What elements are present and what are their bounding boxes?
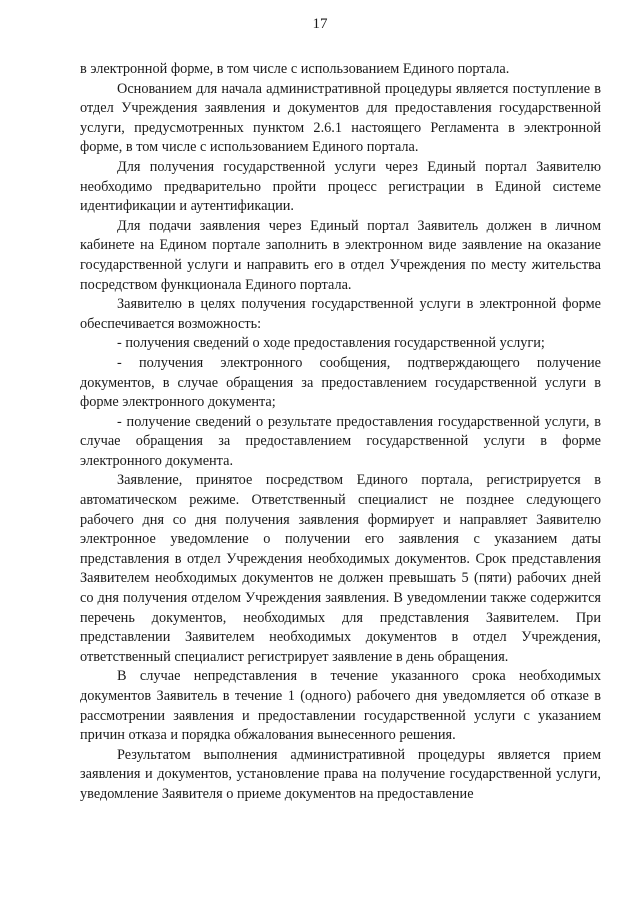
paragraph: Для получения государственной услуги через Единый портал Заявителю необходимо предварительно пройти процесс регистрации в Единой системе идентификации и аутентификации. xyxy=(80,158,601,215)
paragraph: Основанием для начала административной процедуры является поступление в отдел Учреждения заявления и документов для предоставления государственной услуги, предусмотренных пунктом 2.6.1 настоящего Регламента в электронной форме, в том числе с использованием Единого портала. xyxy=(80,80,601,156)
paragraph: Заявление, принятое посредством Единого портала, регистрируется в автоматическом режиме. Ответственный специалист не позднее следующего рабочего дня со дня получения заявления формирует и направляет Заявителю электронное уведомление о получении его заявления с указанием даты представления в отдел Учреждения необходимых документов. Срок представления Заявителем необходимых документов не должен превышать 5 (пяти) рабочих дней со дня получения отделом Учреждения заявления. В уведомлении также содержится перечень документов, необходимых для представления Заявителем. При представлении Заявителем необходимых документов в отдел Учреждения, ответственный специалист регистрирует заявление в день обращения. xyxy=(80,472,601,665)
paragraph: в электронной форме, в том числе с использованием Единого портала. xyxy=(80,61,510,77)
list-item: - получения сведений о ходе предоставления государственной услуги; xyxy=(117,335,545,352)
paragraph: Результатом выполнения административной процедуры является прием заявления и документов, установление права на получение государственной услуги, уведомление Заявителя о приеме документов на предоставление xyxy=(80,746,601,802)
document-body xyxy=(80,60,601,805)
paragraph: Заявителю в целях получения государственной услуги в электронной форме обеспечивается возможность: xyxy=(80,296,601,332)
paragraph: В случае непредставления в течение указанного срока необходимых документов Заявитель в течение 1 (одного) рабочего дня уведомляется об отказе в рассмотрении заявления и предоставлении государственной услуги с указанием причин отказа и порядка обжалования вынесенного решения. xyxy=(80,668,601,744)
paragraph: Для подачи заявления через Единый портал Заявитель должен в личном кабинете на Едином портале заполнить в электронном виде заявление на оказание государственной услуги и направить его в отдел Учреждения по месту жительства посредством функционала Единого портала. xyxy=(80,217,601,293)
list-item: - получения электронного сообщения, подтверждающего получение документов, в случае обращения за предоставлением государственной услуги в форме электронного документа; xyxy=(80,354,601,411)
page-number: 17 xyxy=(312,16,328,32)
list-item: - получение сведений о результате предоставления государственной услуги, в случае обращения за предоставлением государственной услуги в форме электронного документа. xyxy=(80,413,601,469)
